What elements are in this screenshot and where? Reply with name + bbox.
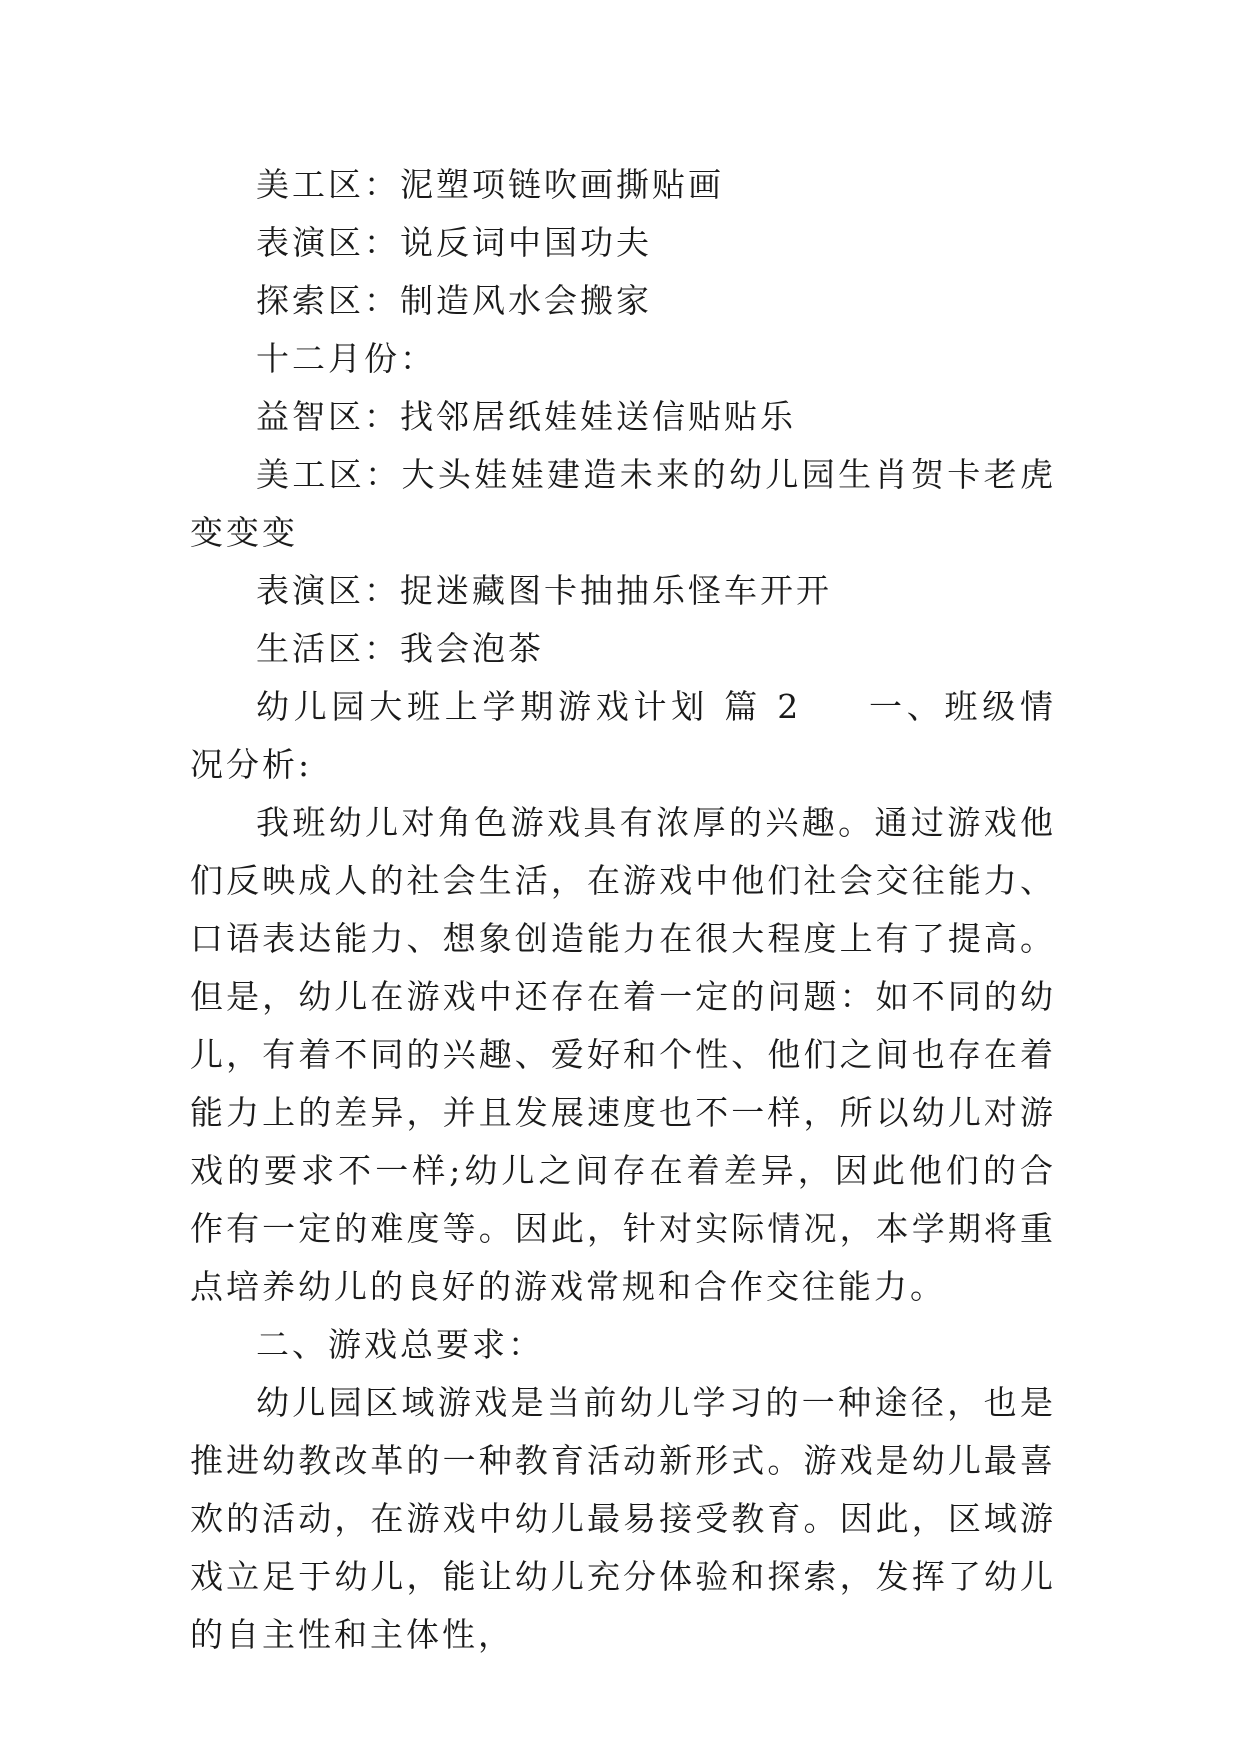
section-heading: 一、班级情况分析: [190, 687, 1056, 784]
puzzle-zone-line: 益智区：找邻居纸娃娃送信贴贴乐 [256, 397, 796, 436]
performance-zone-line-1: 表演区：说反词中国功夫 [256, 223, 652, 262]
section-title: 幼儿园大班上学期游戏计划 [256, 687, 709, 726]
art-zone-line-1: 美工区：泥塑项链吹画撕贴画 [256, 165, 724, 204]
section-title-line [190, 678, 1056, 794]
document-body [190, 156, 1056, 1664]
game-requirements-heading: 二、游戏总要求： [256, 1325, 544, 1364]
december-heading: 十二月份： [256, 339, 436, 378]
exploration-zone-line: 探索区：制造风水会搬家 [256, 281, 652, 320]
game-requirements-paragraph: 幼儿园区域游戏是当前幼儿学习的一种途径，也是推进幼教改革的一种教育活动新形式。游戏是幼儿最喜欢的活动，在游戏中幼儿最易接受教育。因此，区域游戏立足于幼儿，能让幼儿充分体验和探索，发挥了幼儿的自主性和主体性， [190, 1383, 1056, 1654]
life-zone-line: 生活区：我会泡茶 [256, 629, 544, 668]
performance-zone-line-2: 表演区：捉迷藏图卡抽抽乐怪车开开 [256, 571, 832, 610]
section-number: 篇 2 [724, 687, 802, 726]
art-zone-line-2: 美工区：大头娃娃建造未来的幼儿园生肖贺卡老虎变变变 [190, 455, 1056, 552]
class-analysis-paragraph: 我班幼儿对角色游戏具有浓厚的兴趣。通过游戏他们反映成人的社会生活，在游戏中他们社会交往能力、口语表达能力、想象创造能力在很大程度上有了提高。但是，幼儿在游戏中还存在着一定的问题：如不同的幼儿，有着不同的兴趣、爱好和个性、他们之间也存在着能力上的差异，并且发展速度也不一样，所以幼儿对游戏的要求不一样;幼儿之间存在着差异，因此他们的合作有一定的难度等。因此，针对实际情况，本学期将重点培养幼儿的良好的游戏常规和合作交往能力。 [190, 803, 1056, 1306]
